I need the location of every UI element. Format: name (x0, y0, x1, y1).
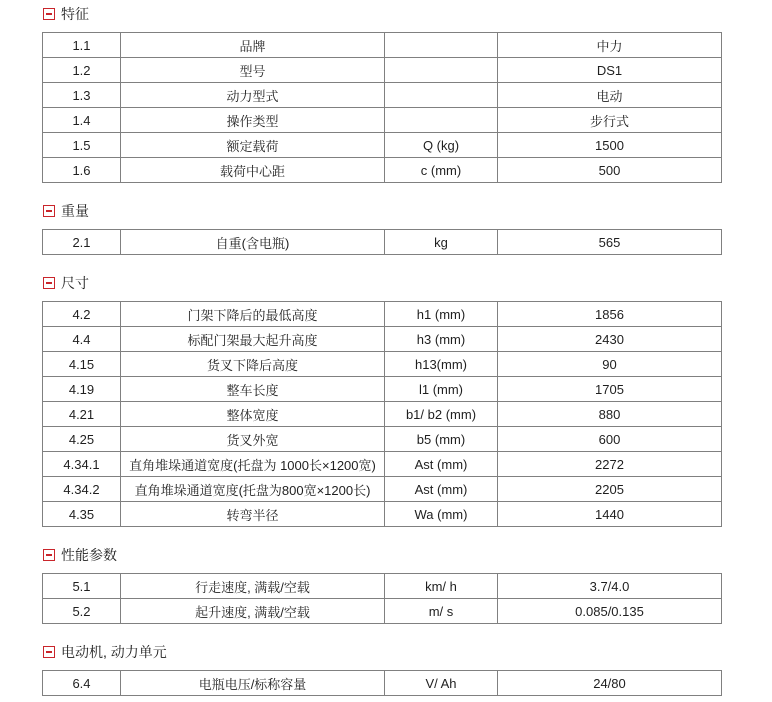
row-index-cell: 4.2 (43, 302, 121, 327)
table-row (43, 302, 722, 327)
row-description-cell: 货叉外宽 (121, 427, 385, 452)
collapse-minus-icon[interactable] (43, 646, 55, 658)
row-index-cell: 2.1 (43, 230, 121, 255)
table-row (43, 477, 722, 502)
section-header (43, 204, 772, 218)
table-row (43, 452, 722, 477)
table-row (43, 352, 722, 377)
row-unit-cell (385, 83, 498, 108)
table-row (43, 502, 722, 527)
section-header (43, 276, 772, 290)
row-unit-cell: h13(mm) (385, 352, 498, 377)
row-unit-cell (385, 58, 498, 83)
row-index-cell: 4.34.1 (43, 452, 121, 477)
table-row (43, 133, 722, 158)
spec-table (42, 32, 722, 183)
spec-section (42, 276, 772, 527)
collapse-minus-icon[interactable] (43, 205, 55, 217)
row-unit-cell: V/ Ah (385, 671, 498, 696)
row-description-cell: 额定载荷 (121, 133, 385, 158)
row-unit-cell: Q (kg) (385, 133, 498, 158)
row-index-cell: 5.1 (43, 574, 121, 599)
row-index-cell: 5.2 (43, 599, 121, 624)
row-value-cell: 2272 (498, 452, 722, 477)
row-value-cell: 1705 (498, 377, 722, 402)
row-description-cell: 标配门架最大起升高度 (121, 327, 385, 352)
row-description-cell: 动力型式 (121, 83, 385, 108)
row-unit-cell: b1/ b2 (mm) (385, 402, 498, 427)
row-description-cell: 转弯半径 (121, 502, 385, 527)
row-value-cell: 步行式 (498, 108, 722, 133)
row-description-cell: 电瓶电压/标称容量 (121, 671, 385, 696)
section-title-label: 性能参数 (61, 547, 117, 563)
table-row (43, 83, 722, 108)
row-unit-cell: h3 (mm) (385, 327, 498, 352)
row-unit-cell (385, 108, 498, 133)
row-value-cell: 1500 (498, 133, 722, 158)
row-value-cell: 1440 (498, 502, 722, 527)
row-value-cell: 565 (498, 230, 722, 255)
row-index-cell: 4.35 (43, 502, 121, 527)
section-title-label: 特征 (61, 6, 89, 22)
row-description-cell: 货叉下降后高度 (121, 352, 385, 377)
spec-section (42, 7, 772, 183)
row-value-cell: 0.085/0.135 (498, 599, 722, 624)
row-value-cell: 2205 (498, 477, 722, 502)
table-row (43, 599, 722, 624)
row-unit-cell: c (mm) (385, 158, 498, 183)
row-index-cell: 1.6 (43, 158, 121, 183)
row-description-cell: 行走速度, 满载/空载 (121, 574, 385, 599)
row-description-cell: 门架下降后的最低高度 (121, 302, 385, 327)
table-row (43, 402, 722, 427)
table-row (43, 108, 722, 133)
row-value-cell: 中力 (498, 33, 722, 58)
spec-table (42, 301, 722, 527)
row-value-cell: 3.7/4.0 (498, 574, 722, 599)
table-row (43, 671, 722, 696)
row-description-cell: 载荷中心距 (121, 158, 385, 183)
table-row (43, 33, 722, 58)
row-index-cell: 1.4 (43, 108, 121, 133)
spec-table (42, 573, 722, 624)
row-index-cell: 1.1 (43, 33, 121, 58)
spec-section (42, 204, 772, 255)
row-index-cell: 4.19 (43, 377, 121, 402)
row-value-cell: 500 (498, 158, 722, 183)
row-description-cell: 直角堆垛通道宽度(托盘为800宽×1200长) (121, 477, 385, 502)
section-title-label: 尺寸 (61, 275, 89, 291)
row-description-cell: 型号 (121, 58, 385, 83)
row-index-cell: 4.15 (43, 352, 121, 377)
row-description-cell: 整车长度 (121, 377, 385, 402)
row-description-cell: 自重(含电瓶) (121, 230, 385, 255)
row-unit-cell: l1 (mm) (385, 377, 498, 402)
collapse-minus-icon[interactable] (43, 8, 55, 20)
row-description-cell: 直角堆垛通道宽度(托盘为 1000长×1200宽) (121, 452, 385, 477)
row-index-cell: 1.2 (43, 58, 121, 83)
row-unit-cell: kg (385, 230, 498, 255)
row-unit-cell: h1 (mm) (385, 302, 498, 327)
row-unit-cell: Wa (mm) (385, 502, 498, 527)
table-row (43, 427, 722, 452)
row-unit-cell: Ast (mm) (385, 452, 498, 477)
row-index-cell: 6.4 (43, 671, 121, 696)
row-description-cell: 整体宽度 (121, 402, 385, 427)
row-unit-cell: km/ h (385, 574, 498, 599)
row-value-cell: 24/80 (498, 671, 722, 696)
row-index-cell: 1.3 (43, 83, 121, 108)
row-value-cell: DS1 (498, 58, 722, 83)
section-title-label: 重量 (61, 203, 89, 219)
table-row (43, 574, 722, 599)
row-value-cell: 电动 (498, 83, 722, 108)
row-index-cell: 1.5 (43, 133, 121, 158)
table-row (43, 58, 722, 83)
row-description-cell: 品牌 (121, 33, 385, 58)
spec-table (42, 670, 722, 696)
row-unit-cell (385, 33, 498, 58)
collapse-minus-icon[interactable] (43, 549, 55, 561)
section-header (43, 7, 772, 21)
row-index-cell: 4.21 (43, 402, 121, 427)
spec-table (42, 229, 722, 255)
table-row (43, 158, 722, 183)
spec-section (42, 548, 772, 624)
row-unit-cell: b5 (mm) (385, 427, 498, 452)
table-row (43, 377, 722, 402)
spec-section (42, 645, 772, 696)
row-index-cell: 4.34.2 (43, 477, 121, 502)
section-title-label: 电动机, 动力单元 (61, 644, 167, 660)
row-index-cell: 4.25 (43, 427, 121, 452)
row-description-cell: 起升速度, 满载/空载 (121, 599, 385, 624)
row-value-cell: 90 (498, 352, 722, 377)
table-row (43, 230, 722, 255)
row-description-cell: 操作类型 (121, 108, 385, 133)
row-value-cell: 1856 (498, 302, 722, 327)
section-header (43, 548, 772, 562)
row-unit-cell: Ast (mm) (385, 477, 498, 502)
table-row (43, 327, 722, 352)
section-header (43, 645, 772, 659)
row-value-cell: 2430 (498, 327, 722, 352)
row-index-cell: 4.4 (43, 327, 121, 352)
row-unit-cell: m/ s (385, 599, 498, 624)
row-value-cell: 880 (498, 402, 722, 427)
collapse-minus-icon[interactable] (43, 277, 55, 289)
row-value-cell: 600 (498, 427, 722, 452)
